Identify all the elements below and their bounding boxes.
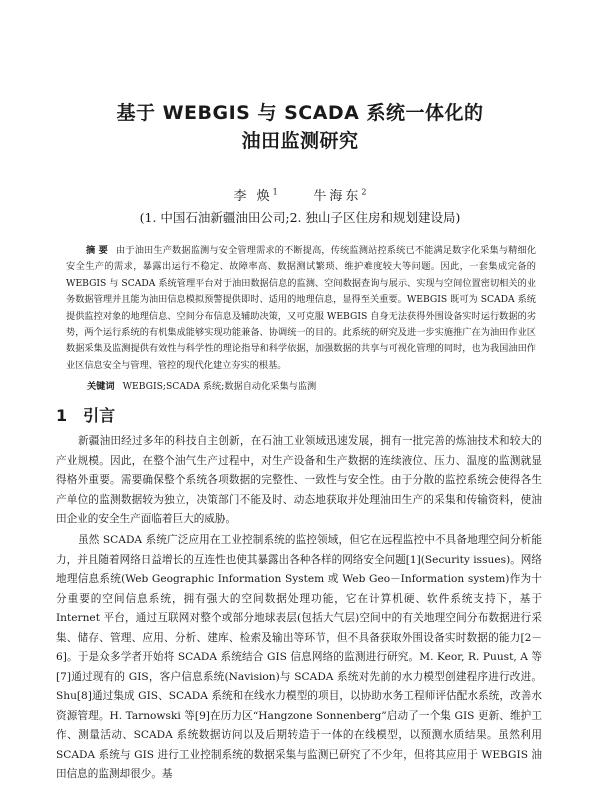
author-name: 牛海东 [313,189,362,204]
body-paragraph: 虽然 SCADA 系统广泛应用在工业控制系统的监控领域，但它在远程监控中不具备地理空间分析能力，并且随着网络日益增长的互连性也使其暴露出各种各样的网络安全问题[1](Security issues)。网络地理信息系统(Web Geographic Information System 或 Web Geo－Information system)作为十分重要的空间信息系统，拥有强大的空间数据处理功能，它在计算机硬、软件系统支持下，基于 Internet 平台，通过互联网对整个或部分地球表层(包括大气层)空间中的有关地理空间分布数据进行采集、储存、管理、应用、分析、建库、检索及输出等环节，但不具备获取外围设备实时数据的能力[2－6]。于是众多学者开始将 SCADA 系统结合 GIS 信息网络的监测进行研究。M. Keor, R. Puust, A 等[7]通过现有的 GIS，客户信息系统(Navision)与 SCADA 系统对先前的水力模型创建程序进行改进。Shu[8]通过集成 GIS、SCADA 系统和在线水力模型的项目，以协助水务工程师评估配水系统，改善水资源管理。H. Tarnowski 等[9]在历力区“Hangzone Sonnenberg”启动了一个集 GIS 更新、维护工作、测量活动、SCADA 系统数据访问以及后期转造于一体的在线模型，以预测水质结果。虽然利用 SCADA 系统与 GIS 进行工业控制系统的数据采集与监测已研究了不少年，但将其应用于 WEBGIS 油田信息的监测却很少。基 [56,534,542,780]
author-affiliation-mark: 2 [361,187,367,197]
paper-title-line-2: 油田监测研究 [241,130,359,152]
paper-title-line-1: 基于 WEBGIS 与 SCADA 系统一体化的 [116,102,484,124]
section-heading [56,403,115,426]
body-paragraph: 新疆油田经过多年的科技自主创新，在石油工业领域迅速发展，拥有一批完善的炼油技术和较大的产业规模。因此，在整个油气生产过程中，对生产设备和生产数据的连续液位、压力、温度的监测就显得格外重要。需要确保整个系统各项数据的完整性、一致性与安全性。由于分散的监控系统会使得各生产单位的监测数据较为独立，决策部门不能及时、动态地获取并处理油田生产的采集和传输资料，使油田企业的安全生产面临着巨大的威胁。 [56,435,542,525]
keywords [87,378,537,392]
author-affiliation-mark: 1 [272,187,278,197]
keywords-text: WEBGIS;SCADA 系统;数据自动化采集与监测 [122,381,317,392]
abstract [66,243,536,374]
author-name: 李 焕 [233,189,273,204]
section-number: 1 [56,406,68,425]
affiliation: (1. 中国石油新疆油田公司;2. 独山子区住房和规划建设局) [139,210,461,225]
abstract-label: 摘 要 [86,245,109,256]
section-title: 引言 [83,406,116,425]
keywords-label: 关键词 [87,381,115,392]
author-list [0,185,600,204]
abstract-text: 由于油田生产数据监测与安全管理需求的不断提高，传统监测站控系统已不能满足数字化采集与精细化安全生产的需求，暴露出运行不稳定、故障率高、数据测试繁琐、维护难度较大等问题。因此，一套集成完备的 WEBGIS 与 SCADA 系统管理平台对于油田数据信息的监测、空间数据查询与展示、实现与空间位置密切相关的业务数据管理并且能为油田信息模拟预警提供即时、适用的地理信息，显得至关重要。WEBGIS 既可为 SCADA 系统提供监控对象的地理信息、空间分布信息及辅助决策，又可克服 WEBGIS 自身无法获得外围设备实时运行数据的劣势，两个运行系统的有机集成能够实现功能兼备、协调统一的目的。此系统的研究及进一步实施推广在为油田作业区数据采集及监测提供有效性与科学性的理论指导和科学依据，加强数据的共享与可视化管理的同时，也为我国油田作业区信息安全与管理、管控的现代化建立夯实的根基。 [66,245,537,371]
